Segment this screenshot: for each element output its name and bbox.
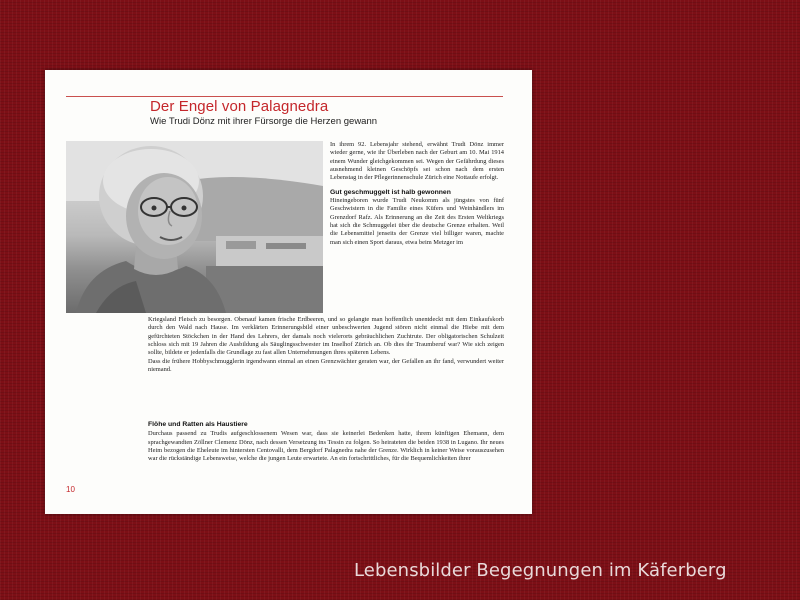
page-title: Der Engel von Palagnedra [150,98,329,115]
title-rule [66,96,503,97]
slide-caption: Lebensbilder Begegnungen im Käferberg [354,560,727,581]
section2-body [148,421,504,464]
book-page [45,70,532,514]
section1-body [148,316,504,374]
portrait-photo [66,141,323,313]
section1-end-text: Dass die frühere Hobbyschmugglerin irgendwann einmal an einen Grenzwächter geraten war, der Gefallen an ihr fand, verwundert weiter niemand. [148,357,504,374]
section-heading-smuggling: Gut geschmuggelt ist halb gewonnen [330,188,451,196]
section1-column-text: Hineingeboren wurde Trudi Neukomm als jüngstes von fünf Geschwistern in die Familie eines Küfers und Weinhändlers im Grenzdorf Rafz. Als Erinnerung an die Zeit des Ersten Weltkriegs hat sich die Schmuggelei über die deutsche Grenze erhalten. Weil die Lebensmittel jenseits der Grenze viel billiger waren, machte man sich einen Sport daraus, etwa beim Metzger im [330,197,504,246]
text-column [330,141,504,247]
intro-paragraph: In ihrem 92. Lebensjahr stehend, erwähnt Trudi Dönz immer wieder gerne, wie ihr Überleben nach der Geburt am 10. Mai 1914 einem Wunder gleichgekommen sei. Wegen der Gefährdung dieses ausnehmend kleinen Geschöpfs sei schon nach dem ersten Lebenstag in der Pflegerinnenschule Zürich eine Nottaufe erfolgt. [330,141,504,182]
section1-full-text: Kriegsland Fleisch zu besorgen. Obenauf kamen frische Erdbeeren, und so gelangte man hoffentlich unentdeckt mit dem Einkaufskorb durch den Wald nach Hause. Im verklärten Erinnerungsbild einer unbeschwerten Jugend stören nicht einmal die Hiebe mit dem gefürchteten Stöckchen in der Hand des Lehrers, der damals noch vielerorts gebräuchlichen Zuchtrute. Der obligatorischen Schulzeit schloss sich mit 19 Jahren die Ausbildung als Säuglingsschwester im Inselhof Zürich an. Ob dies ihr Traumberuf war? Wie sich zeigen sollte, bildete er jedenfalls die Grundlage zu fast allen Unternehmungen ihres späteren Lebens. [148,316,504,357]
page-number: 10 [66,485,75,494]
section-heading-fleas: Flöhe und Ratten als Haustiere [148,421,248,428]
section2-text: Durchaus passend zu Trudis aufgeschlossenem Wesen war, dass sie keinerlei Bedenken hatte, ihrem künftigen Ehemann, dem sprachgewandten Zöllner Clemenz Dönz, nach dessen Versetzung ins Tessin zu folgen. So heirateten die beiden 1938 in Lugano. Ihr neues Heim bezogen die Eheleute im hintersten Centovalli, dem Bergdorf Palagnedra nahe der Grenze. Wirklich in keiner Weise vorauszusehen war die rückständige Lebensweise, welche die jungen Leute erwartete. An ein fortschrittliches, für die Bequemlichkeiten ihrer [148,430,504,463]
page-subtitle: Wie Trudi Dönz mit ihrer Fürsorge die Herzen gewann [150,116,378,127]
